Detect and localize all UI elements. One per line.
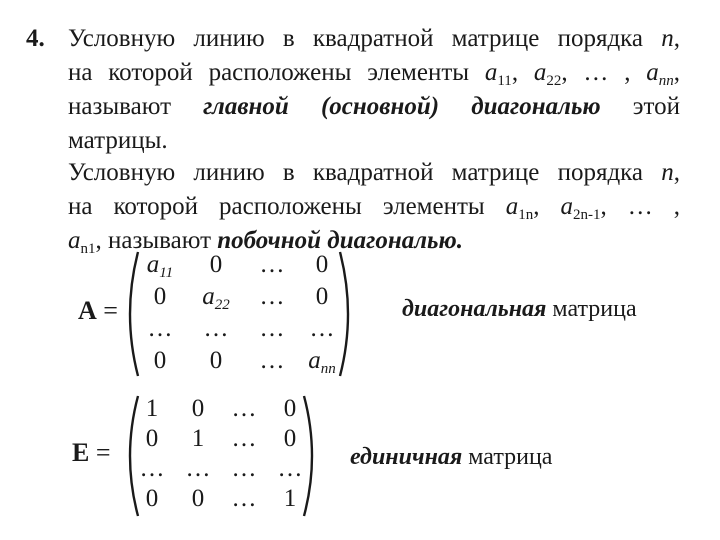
matrix-a-cell: $a_{nn}$	[308, 347, 336, 377]
item-number: 4.	[26, 25, 45, 52]
matrix-e-cell: …	[185, 455, 211, 482]
matrix-a-caption: диагональная матрица	[402, 296, 637, 322]
matrix-e-label: E =	[72, 438, 111, 467]
main-diagonal-term: главной (основной) диагональю	[203, 93, 601, 120]
matrix-a-cell: …	[309, 315, 335, 342]
matrix-a-cell: …	[259, 315, 285, 342]
matrix-e-cell: 1	[191, 425, 205, 452]
matrix-e-cell: 0	[145, 485, 159, 512]
matrix-e-caption: единичная матрица	[350, 444, 553, 470]
matrix-a-cell: …	[147, 315, 173, 342]
matrix-e-cell: …	[231, 485, 257, 512]
p1-line-2: на которой расположены элементы $a_{11}$, $a_{22}$, … , $a_{nn}$,	[68, 59, 680, 89]
matrix-e-cell: …	[277, 455, 303, 482]
p1-line-3: называют главной (основной) диагональю этой	[68, 93, 680, 120]
matrix-a-cell: 0	[315, 283, 329, 310]
matrix-a-cell: …	[259, 251, 285, 278]
matrix-e-cell: 1	[145, 395, 159, 422]
matrix-e-cell: …	[231, 395, 257, 422]
matrix-a-cell: 0	[209, 251, 223, 278]
matrix-e-cell: 0	[191, 395, 205, 422]
matrix-a-cell: …	[259, 283, 285, 310]
matrix-a-cell: 0	[209, 347, 223, 374]
matrix-e-cell: …	[139, 455, 165, 482]
p2-line-1: Условную линию в квадратной матрице порядка n,	[68, 159, 680, 186]
matrix-e-cell: …	[231, 455, 257, 482]
matrix-e-cell: 0	[283, 425, 297, 452]
matrix-e-cell: …	[231, 425, 257, 452]
p1-line-1: Условную линию в квадратной матрице порядка n,	[68, 25, 680, 52]
matrix-a-label: A =	[78, 296, 118, 325]
matrix-a-cell: $a_{22}$	[202, 283, 230, 313]
matrix-e-cell: 1	[283, 485, 297, 512]
matrix-a-cell: …	[203, 315, 229, 342]
p2-line-3: $a_{n1}$, называют побочной диагональю.	[68, 227, 463, 257]
matrix-a-cell: …	[259, 347, 285, 374]
matrix-e-cell: 0	[191, 485, 205, 512]
matrix-a-cell: 0	[315, 251, 329, 278]
side-diagonal-term: побочной диагональю	[217, 227, 457, 254]
p1-line-4: матрицы.	[68, 127, 168, 154]
p2-line-2: на которой расположены элементы $a_{1n}$, $a_{2n-1}$, … ,	[68, 193, 681, 223]
paragraph-side-diagonal	[68, 156, 680, 258]
matrix-e-cell: 0	[145, 425, 159, 452]
matrix-a-cell: 0	[153, 283, 167, 310]
paragraph-main-diagonal	[68, 22, 680, 158]
matrix-a-cell: $a_{11}$	[146, 251, 174, 281]
matrix-e-cell: 0	[283, 395, 297, 422]
matrix-a-cell: 0	[153, 347, 167, 374]
